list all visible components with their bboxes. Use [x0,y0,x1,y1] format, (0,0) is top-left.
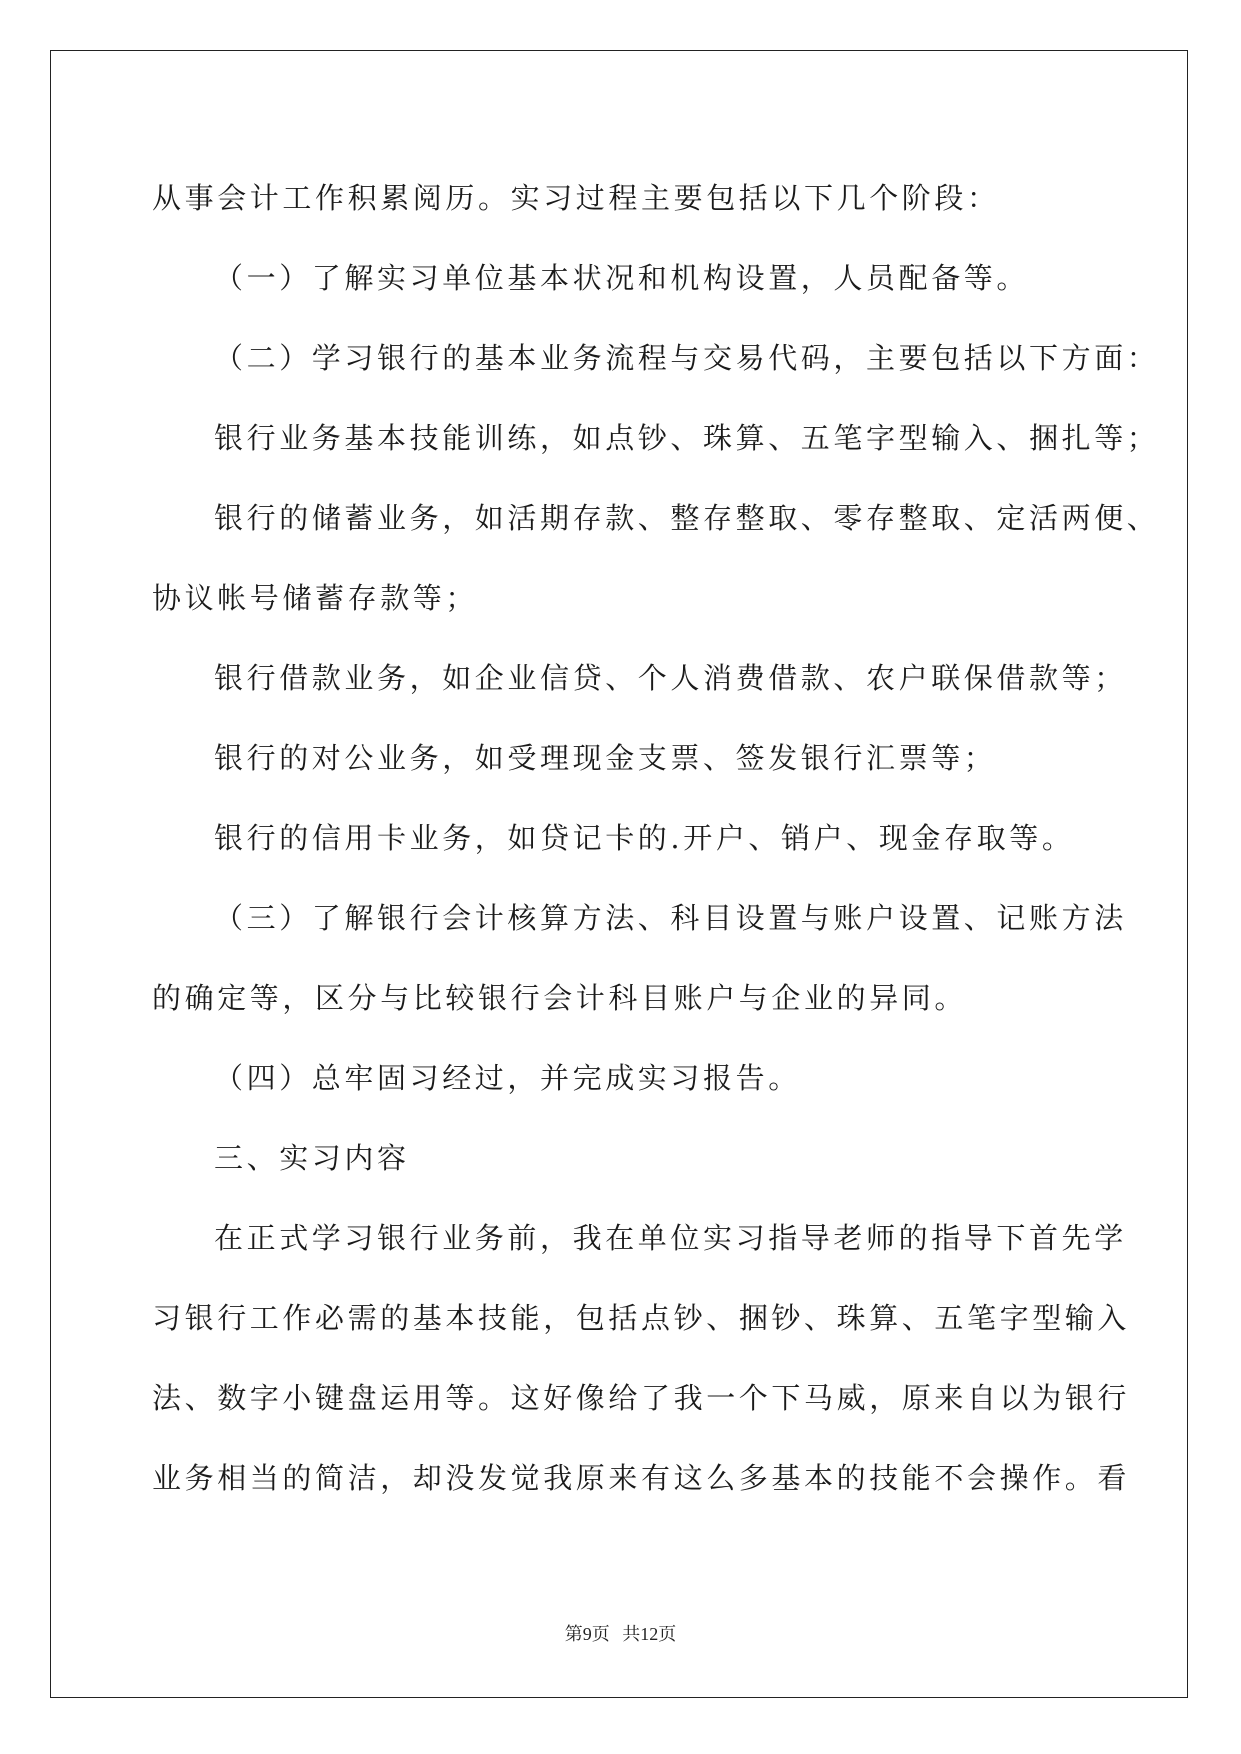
text-line: （三）了解银行会计核算方法、科目设置与账户设置、记账方法 [214,901,1127,935]
page-total: 共12页 [622,1624,677,1644]
document-body [152,158,1160,1518]
text-line: 银行的储蓄业务，如活期存款、整存整取、零存整取、定活两便、 [214,501,1160,535]
text-line: 业务相当的简洁，却没发觉我原来有这么多基本的技能不会操作。看 [152,1461,1131,1495]
section-heading: 三、实习内容 [214,1141,410,1175]
text-line: 法、数字小键盘运用等。这好像给了我一个下马威，原来自以为银行 [152,1381,1131,1415]
text-line: 的确定等，区分与比较银行会计科目账户与企业的异同。 [152,981,968,1015]
page-footer [0,1620,1241,1646]
text-line: 银行借款业务，如企业信贷、个人消费借款、农户联保借款等； [214,661,1127,695]
text-line: （一）了解实习单位基本状况和机构设置，人员配备等。 [214,261,1030,295]
text-line: 银行的信用卡业务，如贷记卡的.开户、销户、现金存取等。 [214,821,1075,855]
text-line: 在正式学习银行业务前，我在单位实习指导老师的指导下首先学 [214,1221,1127,1255]
page-number: 第9页 [564,1624,610,1644]
text-line: 银行业务基本技能训练，如点钞、珠算、五笔字型输入、捆扎等； [214,421,1160,455]
text-line: 协议帐号储蓄存款等； [152,581,479,615]
text-line: 习银行工作必需的基本技能，包括点钞、捆钞、珠算、五笔字型输入 [152,1301,1131,1335]
text-line: 从事会计工作积累阅历。实习过程主要包括以下几个阶段： [152,181,1000,215]
text-line: （四）总牢固习经过，并完成实习报告。 [214,1061,801,1095]
text-line: 银行的对公业务，如受理现金支票、签发银行汇票等； [214,741,997,775]
text-line: （二）学习银行的基本业务流程与交易代码，主要包括以下方面： [214,341,1160,375]
